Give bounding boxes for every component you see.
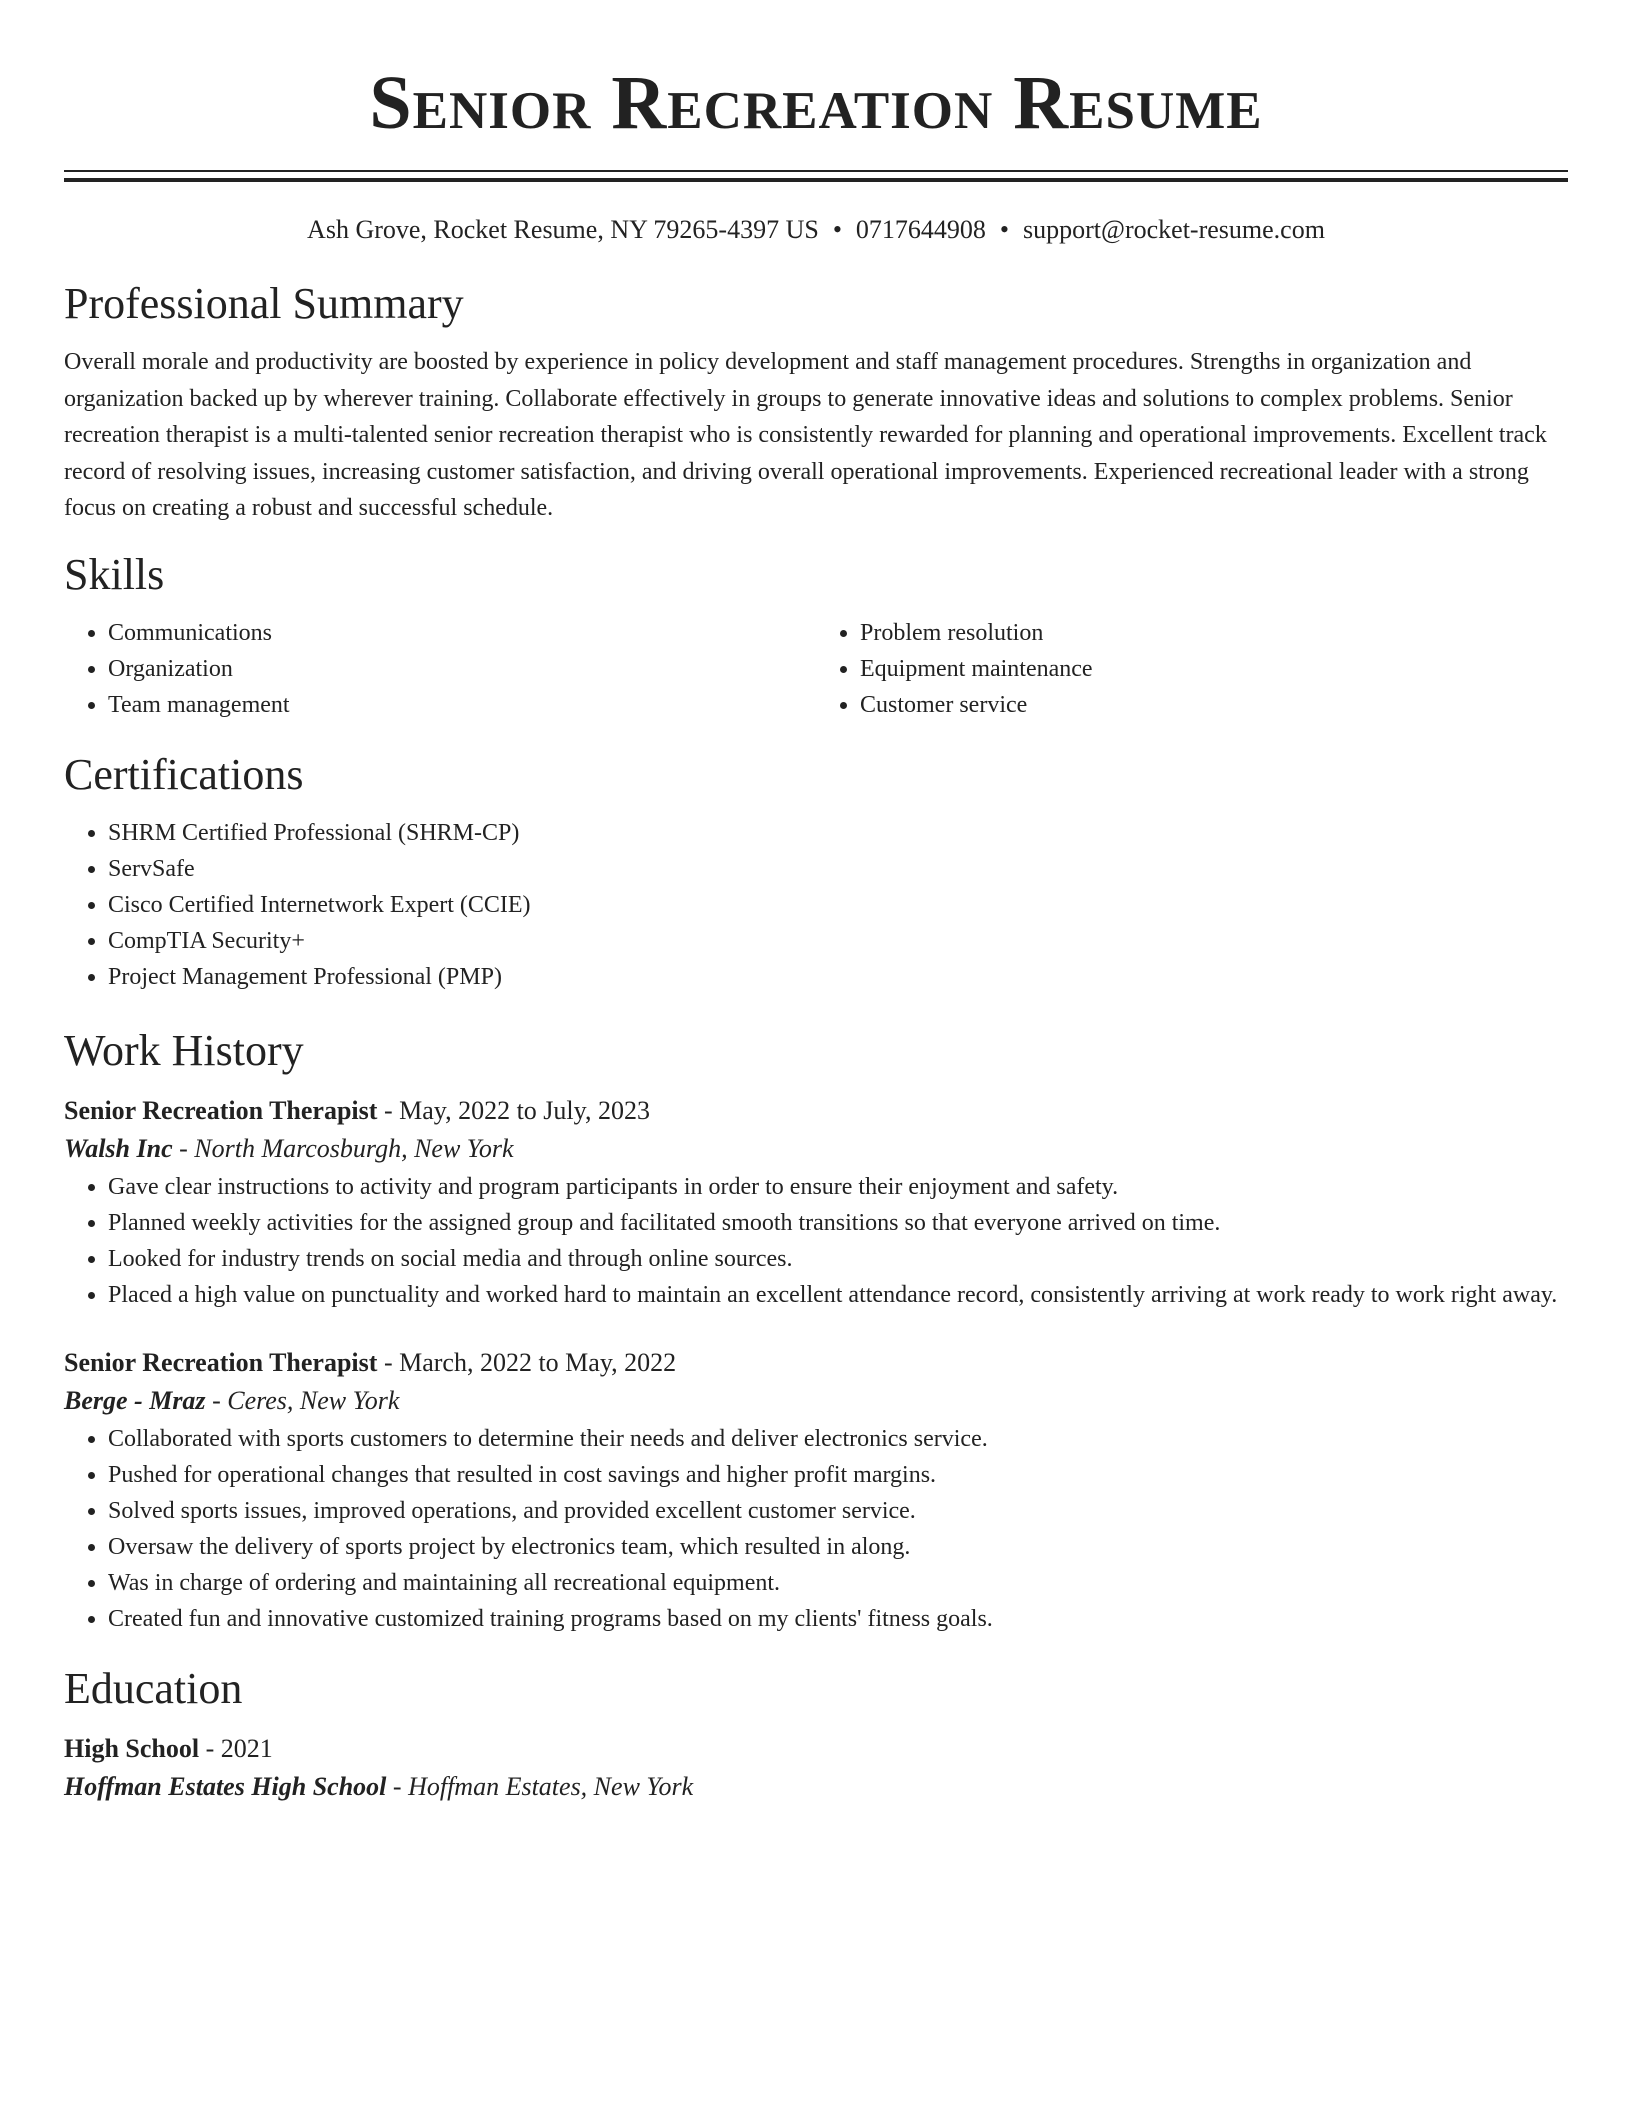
job-title-line bbox=[64, 1345, 1568, 1381]
job-duty-item: • Planned weekly activities for the assigned group and facilitated smooth transitions so that everyone arrived on time. bbox=[108, 1205, 1568, 1241]
education-location: - Hoffman Estates, New York bbox=[386, 1771, 694, 1801]
education-school: Hoffman Estates High School bbox=[64, 1771, 387, 1801]
skills-heading: Skills bbox=[64, 549, 165, 599]
education-degree-line bbox=[64, 1731, 1568, 1767]
contact-phone: 0717644908 bbox=[855, 215, 986, 244]
skill-item: • Customer service bbox=[860, 687, 1568, 723]
job-role: Senior Recreation Therapist bbox=[64, 1347, 378, 1377]
job-duty-item: • Placed a high value on punctuality and worked hard to maintain an excellent attendance record, consistently arriving at work ready to work right away. bbox=[108, 1277, 1568, 1313]
job-title-line bbox=[64, 1093, 1568, 1129]
education-year: - 2021 bbox=[199, 1733, 273, 1763]
contact-separator: • bbox=[999, 215, 1010, 244]
job-entry bbox=[64, 1345, 1568, 1637]
job-company-line bbox=[64, 1129, 1568, 1169]
job-duty-item: • Was in charge of ordering and maintaining all recreational equipment. bbox=[108, 1565, 1568, 1601]
certification-item: • Project Management Professional (PMP) bbox=[108, 959, 1568, 995]
job-duty-item: • Pushed for operational changes that resulted in cost savings and higher profit margins. bbox=[108, 1457, 1568, 1493]
contact-email: support@rocket-resume.com bbox=[1023, 215, 1325, 244]
work-history-heading: Work History bbox=[64, 1025, 304, 1075]
certification-item: • SHRM Certified Professional (SHRM-CP) bbox=[108, 815, 1568, 851]
job-duties-list bbox=[64, 1421, 1568, 1637]
job-duty-item: • Solved sports issues, improved operations, and provided excellent customer service. bbox=[108, 1493, 1568, 1529]
skill-item: • Problem resolution bbox=[860, 615, 1568, 651]
skill-item: • Communications bbox=[108, 615, 816, 651]
job-duty-item: • Gave clear instructions to activity and program participants in order to ensure their enjoyment and safety. bbox=[108, 1169, 1568, 1205]
contact-separator: • bbox=[832, 215, 842, 244]
certification-item: • Cisco Certified Internetwork Expert (CCIE) bbox=[108, 887, 1568, 923]
job-role: Senior Recreation Therapist bbox=[64, 1095, 378, 1125]
contact-address: Ash Grove, Rocket Resume, NY 79265-4397 US bbox=[307, 215, 819, 244]
certifications-list bbox=[64, 815, 1568, 995]
title-double-rule bbox=[64, 170, 1568, 182]
education-heading: Education bbox=[64, 1663, 243, 1713]
job-company: Berge - Mraz bbox=[64, 1385, 206, 1415]
skill-item: • Team management bbox=[108, 687, 816, 723]
job-company-line bbox=[64, 1381, 1568, 1421]
job-company: Walsh Inc bbox=[64, 1133, 173, 1163]
job-dates: - May, 2022 to July, 2023 bbox=[377, 1095, 650, 1125]
job-entry bbox=[64, 1093, 1568, 1313]
skills-list bbox=[64, 615, 1568, 723]
resume-title: Senior Recreation Resume bbox=[369, 61, 1263, 145]
job-duty-item: • Created fun and innovative customized training programs based on my clients' fitness goals. bbox=[108, 1601, 1568, 1637]
education-degree: High School bbox=[64, 1733, 200, 1763]
skill-item: • Organization bbox=[108, 651, 816, 687]
skills-column-right bbox=[816, 615, 1568, 723]
certification-item: • CompTIA Security+ bbox=[108, 923, 1568, 959]
job-duties-list bbox=[64, 1169, 1568, 1313]
skills-column-left bbox=[64, 615, 816, 723]
job-dates: - March, 2022 to May, 2022 bbox=[377, 1347, 677, 1377]
job-location: - North Marcosburgh, New York bbox=[172, 1133, 514, 1163]
job-duty-item: • Looked for industry trends on social media and through online sources. bbox=[108, 1241, 1568, 1277]
summary-heading: Professional Summary bbox=[64, 279, 464, 328]
education-entry bbox=[64, 1731, 1568, 1807]
education-school-line bbox=[64, 1767, 1568, 1807]
certifications-heading: Certifications bbox=[64, 749, 304, 799]
skill-item: • Equipment maintenance bbox=[860, 651, 1568, 687]
job-duty-item: • Oversaw the delivery of sports project by electronics team, which resulted in along. bbox=[108, 1529, 1568, 1565]
job-duty-item: • Collaborated with sports customers to determine their needs and deliver electronics service. bbox=[108, 1421, 1568, 1457]
summary-text: Overall morale and productivity are boosted by experience in policy development and staff management procedures. Strengths in organization and organization backed up by wherever training. Collaborate effectively in groups to generate innovative ideas and solutions to complex problems. Senior recreation therapist is a multi-talented senior recreation therapist who is consistently rewarded for planning and operational improvements. Excellent track record of resolving issues, increasing customer satisfaction, and driving overall operational improvements. Experienced recreational leader with a strong focus on creating a robust and successful schedule. bbox=[64, 349, 1547, 521]
job-location: - Ceres, New York bbox=[205, 1385, 400, 1415]
contact-line bbox=[64, 212, 1568, 248]
certification-item: • ServSafe bbox=[108, 851, 1568, 887]
